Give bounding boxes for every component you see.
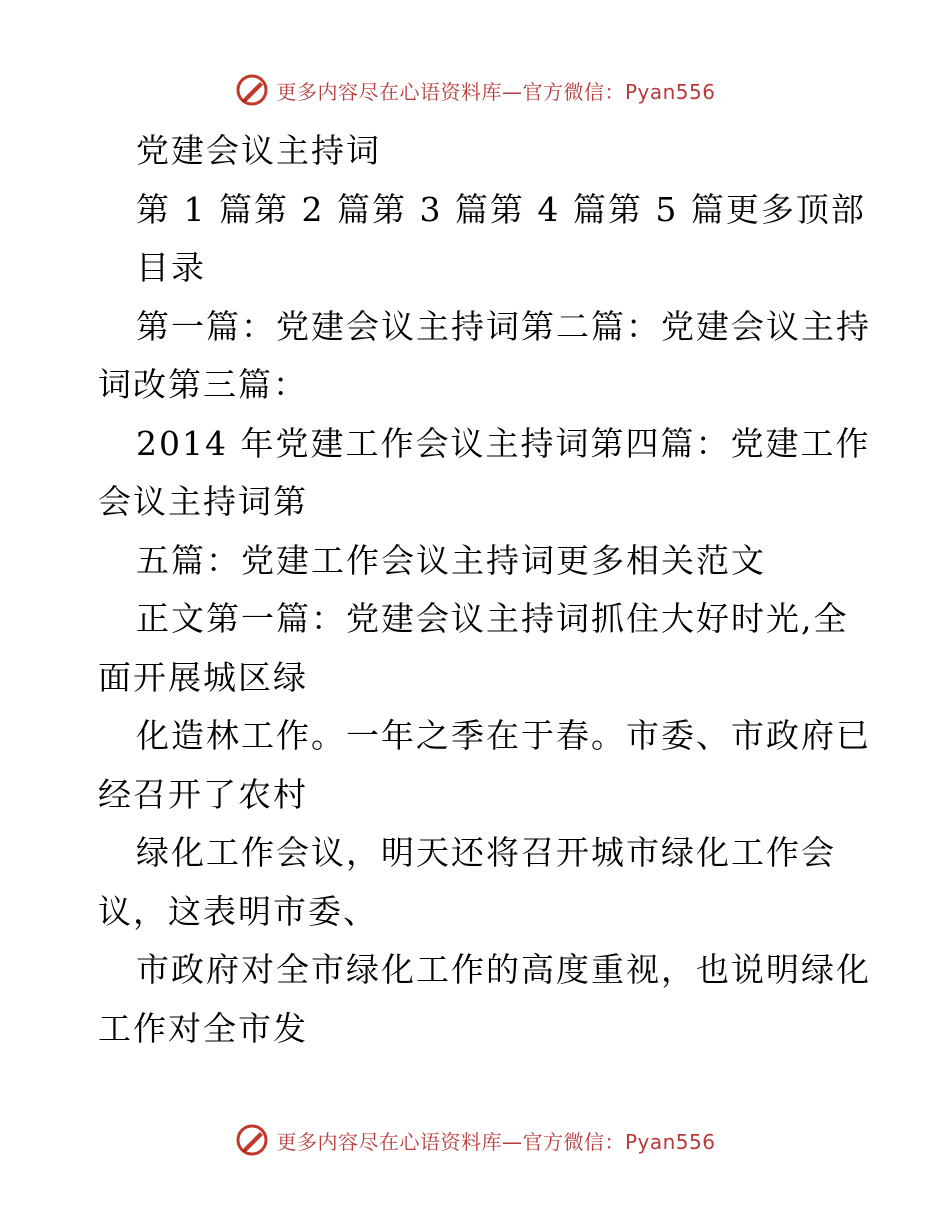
paragraph-line: 五篇：党建工作会议主持词更多相关范文	[136, 540, 766, 580]
page-footer	[0, 1120, 950, 1160]
header-banner	[234, 72, 715, 108]
paragraph-line: 词改第三篇：	[98, 365, 308, 404]
document-body	[98, 122, 871, 1058]
paragraph-line: 议，这表明市委、	[98, 891, 378, 931]
paragraph-line: 工作对全市发	[98, 1008, 308, 1048]
paragraph-line: 2014 年党建工作会议主持词第四篇：党建工作	[136, 423, 871, 463]
chapter-links: 第 1 篇第 2 篇第 3 篇第 4 篇第 5 篇更多顶部	[136, 189, 866, 229]
paragraph-line: 绿化工作会议，明天还将召开城市绿化工作会	[136, 833, 836, 872]
footer-banner-text: 更多内容尽在心语资料库—官方微信：Pyan556	[276, 1129, 716, 1154]
document-title: 党建会议主持词	[136, 131, 381, 170]
pen-logo-icon	[234, 72, 270, 108]
pen-logo-icon	[234, 1122, 270, 1158]
toc-heading: 目录	[136, 248, 206, 287]
header-banner-text: 更多内容尽在心语资料库—官方微信：Pyan556	[276, 79, 716, 104]
paragraph-line: 会议主持词第	[98, 482, 308, 521]
paragraph-line: 第一篇：党建会议主持词第二篇：党建会议主持	[136, 306, 871, 346]
paragraph-line: 面开展城区绿	[98, 657, 308, 697]
paragraph-line: 经召开了农村	[98, 774, 308, 814]
paragraph-line: 化造林工作。一年之季在于春。市委、市政府已	[136, 716, 871, 755]
paragraph-line: 正文第一篇：党建会议主持词抓住大好时光,全	[136, 599, 849, 638]
footer-banner	[234, 1122, 715, 1158]
paragraph-line: 市政府对全市绿化工作的高度重视，也说明绿化	[136, 950, 871, 989]
page-header	[0, 70, 950, 110]
